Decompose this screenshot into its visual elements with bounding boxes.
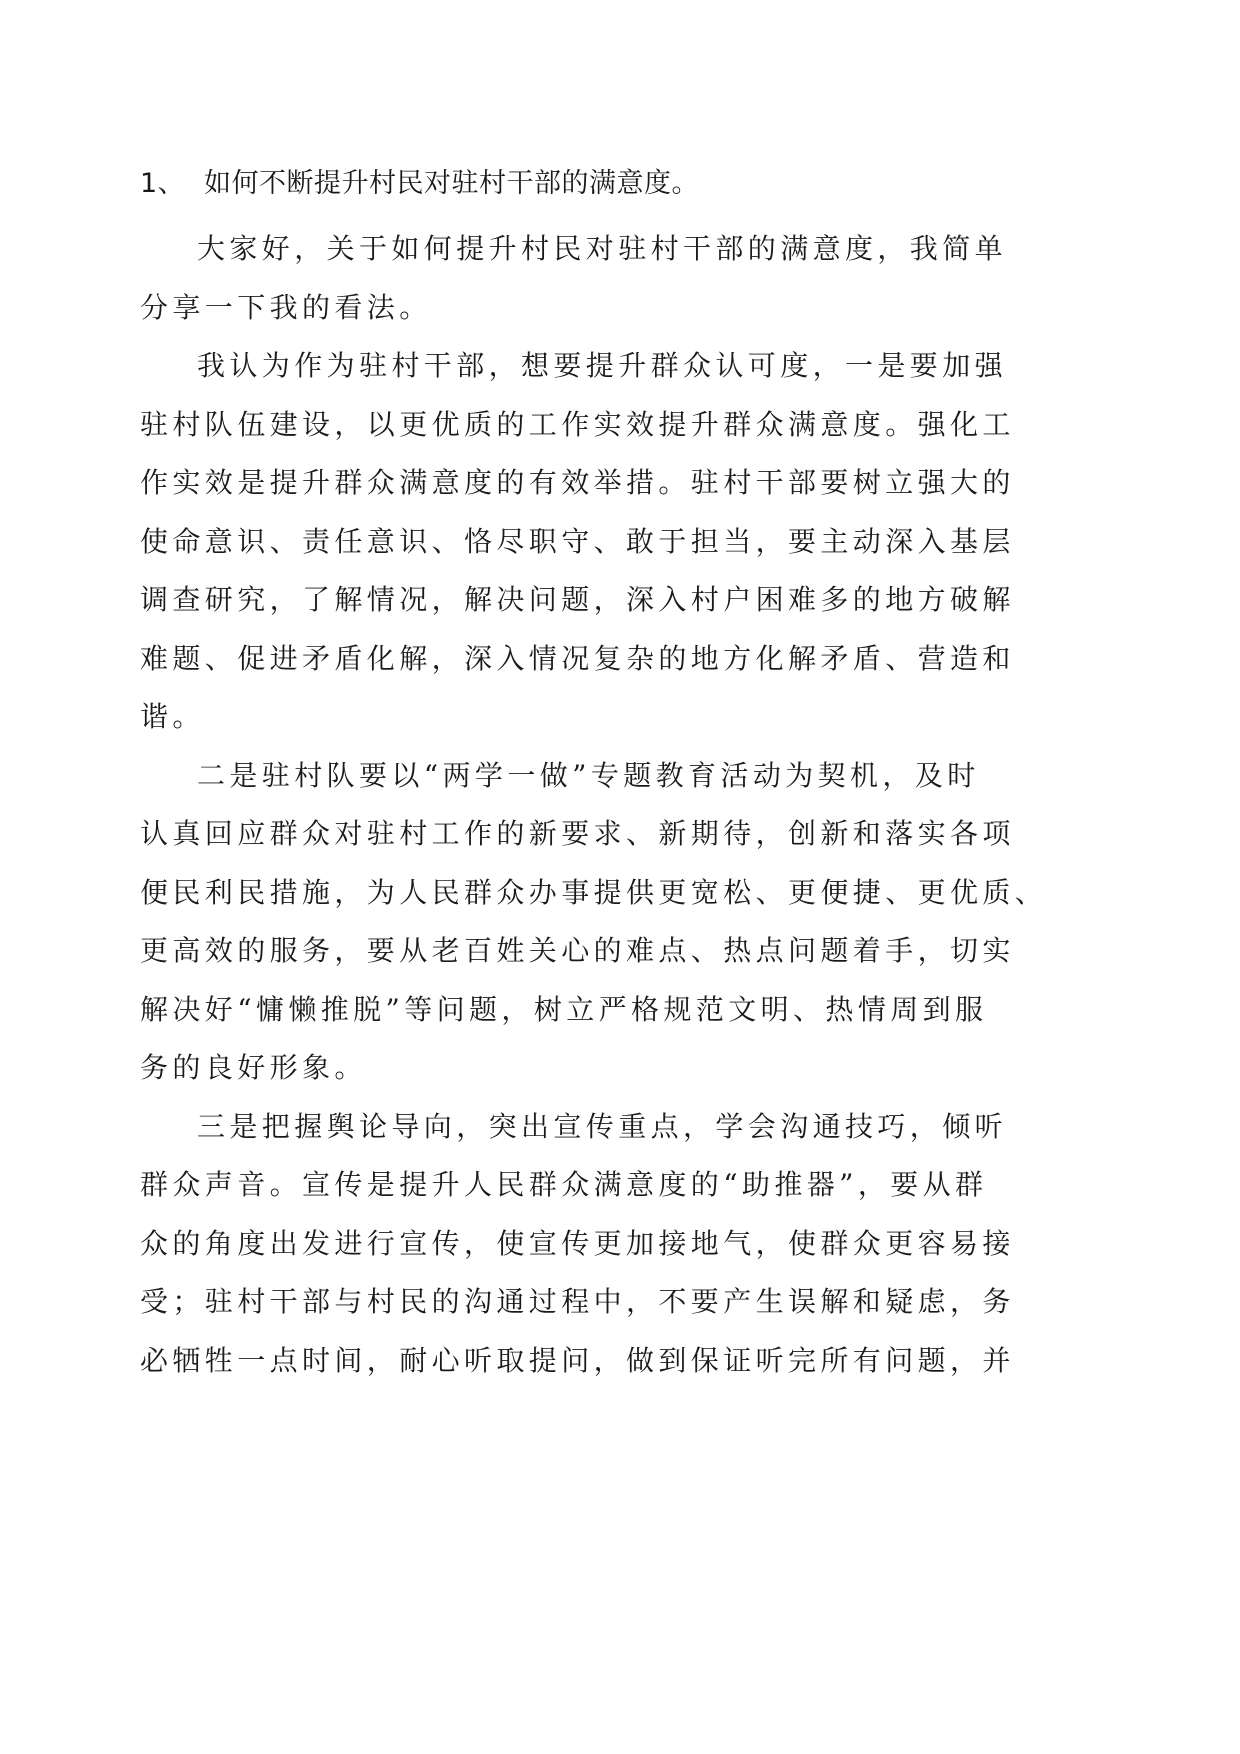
paragraph-line: 三是把握舆论导向，突出宣传重点，学会沟通技巧，倾听 [197,1109,1008,1143]
paragraph-line: 我认为作为驻村干部，想要提升群众认可度，一是要加强 [197,349,1008,382]
document-body [140,220,1048,1390]
paragraph-line: 使命意识、责任意识、恪尽职守、敢于担当，要主动深入基层 [140,524,1015,558]
paragraph-line: 受；驻村干部与村民的沟通过程中，不要产生误解和疑虑，务 [140,1285,1015,1318]
paragraph [140,1098,1015,1391]
paragraph-line: 作实效是提升群众满意度的有效举措。驻村干部要树立强大的 [140,466,1015,499]
paragraph-line: 群众声音。宣传是提升人民群众满意度的“助推器”，要从群 [140,1168,988,1201]
paragraph-line: 谐。 [140,700,205,733]
paragraph-line: 驻村队伍建设，以更优质的工作实效提升群众满意度。强化工 [140,407,1015,441]
paragraph-line: 更高效的服务，要从老百姓关心的难点、热点问题着手，切实 [140,934,1015,967]
paragraph-line: 二是驻村队要以“两学一做”专题教育活动为契机，及时 [197,758,980,792]
paragraph-line: 认真回应群众对驻村工作的新要求、新期待，创新和落实各项 [140,817,1015,850]
paragraph-line: 分享一下我的看法。 [140,290,432,324]
paragraph [140,337,1015,747]
paragraph-line: 便民利民措施，为人民群众办事提供更宽松、更便捷、更优质、 [140,875,1048,909]
paragraph [140,747,1048,1098]
paragraph-line: 调查研究，了解情况，解决问题，深入村户困难多的地方破解 [140,583,1015,616]
paragraph-line: 众的角度出发进行宣传，使宣传更加接地气，使群众更容易接 [140,1226,1015,1260]
paragraph-line: 解决好“慵懒推脱”等问题，树立严格规范文明、热情周到服 [140,992,988,1026]
section-title: 如何不断提升村民对驻村干部的满意度。 [204,168,699,199]
paragraph-line: 务的良好形象。 [140,1051,367,1084]
paragraph-line: 必牺牲一点时间，耐心听取提问，做到保证听完所有问题，并 [140,1343,1015,1377]
section-heading [140,164,699,204]
paragraph-line: 大家好，关于如何提升村民对驻村干部的满意度，我简单 [197,232,1008,265]
section-number: 1、 [140,168,186,199]
paragraph [140,220,1008,337]
paragraph-line: 难题、促进矛盾化解，深入情况复杂的地方化解矛盾、营造和 [140,641,1015,675]
